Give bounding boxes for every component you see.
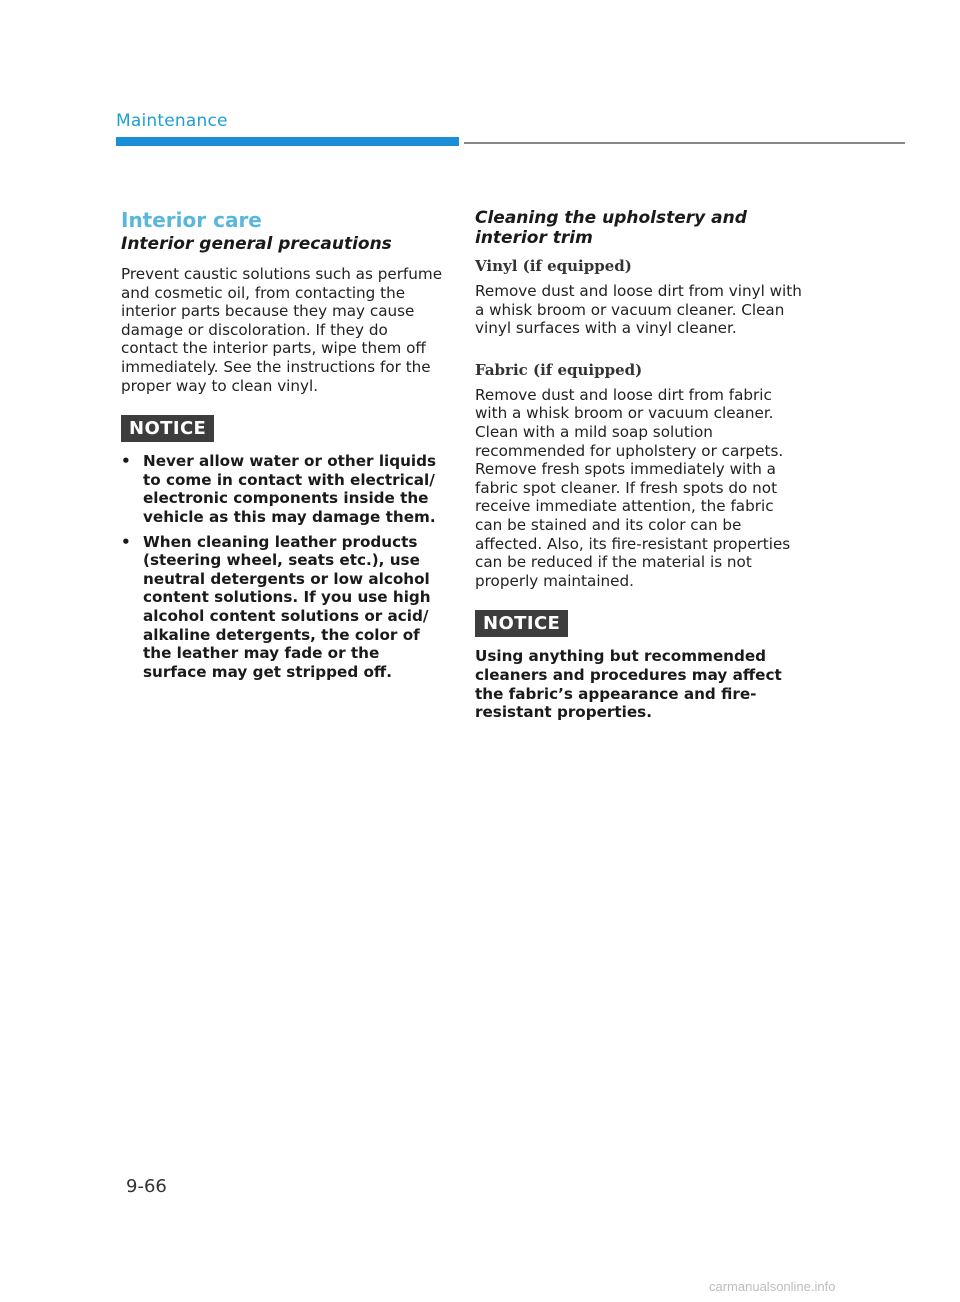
section-label: Maintenance — [116, 111, 228, 131]
notice-item — [121, 533, 447, 682]
subsection-title: Interior general precautions — [121, 234, 392, 254]
left-column — [121, 208, 447, 687]
notice-box-right — [475, 610, 805, 721]
header-rule-gray — [464, 142, 905, 144]
notice-badge: NOTICE — [121, 415, 214, 442]
notice-item-text: When cleaning leather products (steering wheel, seats etc.), use neutral detergents or low alcohol content solutions. If you use high alcohol content solutions or acid/ alkaline detergents, the color of the leather may fade or the surface may get stripped off. — [143, 532, 431, 681]
notice-text: Using anything but recommended cleaners and procedures may affect the fabric’s appearance and fire-resistant properties. — [475, 647, 782, 722]
fabric-paragraph: Remove dust and loose dirt from fabric with a whisk broom or vacuum cleaner. Clean with a mild soap solution recommended for upholstery or carpets. Remove fresh spots immediately with a fabric spot cleaner. If fresh spots do not receive immediate attention, the fabric can be stained and its color can be affected. Also, its fire-resistant properties can be reduced if the material is not properly maintained. — [475, 385, 791, 590]
notice-box-left — [121, 415, 447, 681]
notice-item-text: Never allow water or other liquids to come in contact with electrical/ electronic components inside the vehicle as this may damage them. — [143, 452, 437, 526]
section-title: Interior care — [121, 208, 262, 232]
watermark: carmanualsonline.info — [709, 1279, 836, 1294]
notice-item — [121, 452, 447, 526]
vinyl-paragraph: Remove dust and loose dirt from vinyl with a whisk broom or vacuum cleaner. Clean vinyl surfaces with a vinyl cleaner. — [475, 282, 802, 338]
precautions-paragraph: Prevent caustic solutions such as perfume and cosmetic oil, from contacting the interior parts because they may cause damage or discoloration. If they do contact the interior parts, wipe them off immediately. See the instructions for the proper way to clean vinyl. — [121, 265, 443, 395]
bullet-icon: • — [121, 452, 131, 471]
cleaning-title: Cleaning the upholstery and interior trim — [475, 208, 747, 248]
fabric-heading: Fabric (if equipped) — [475, 360, 643, 379]
vinyl-heading: Vinyl (if equipped) — [475, 257, 632, 275]
bullet-icon: • — [121, 532, 131, 551]
right-column — [475, 208, 805, 722]
notice-badge: NOTICE — [475, 610, 568, 637]
header-rule-blue — [116, 137, 459, 146]
page-number: 9-66 — [126, 1176, 167, 1197]
notice-list — [121, 452, 447, 681]
